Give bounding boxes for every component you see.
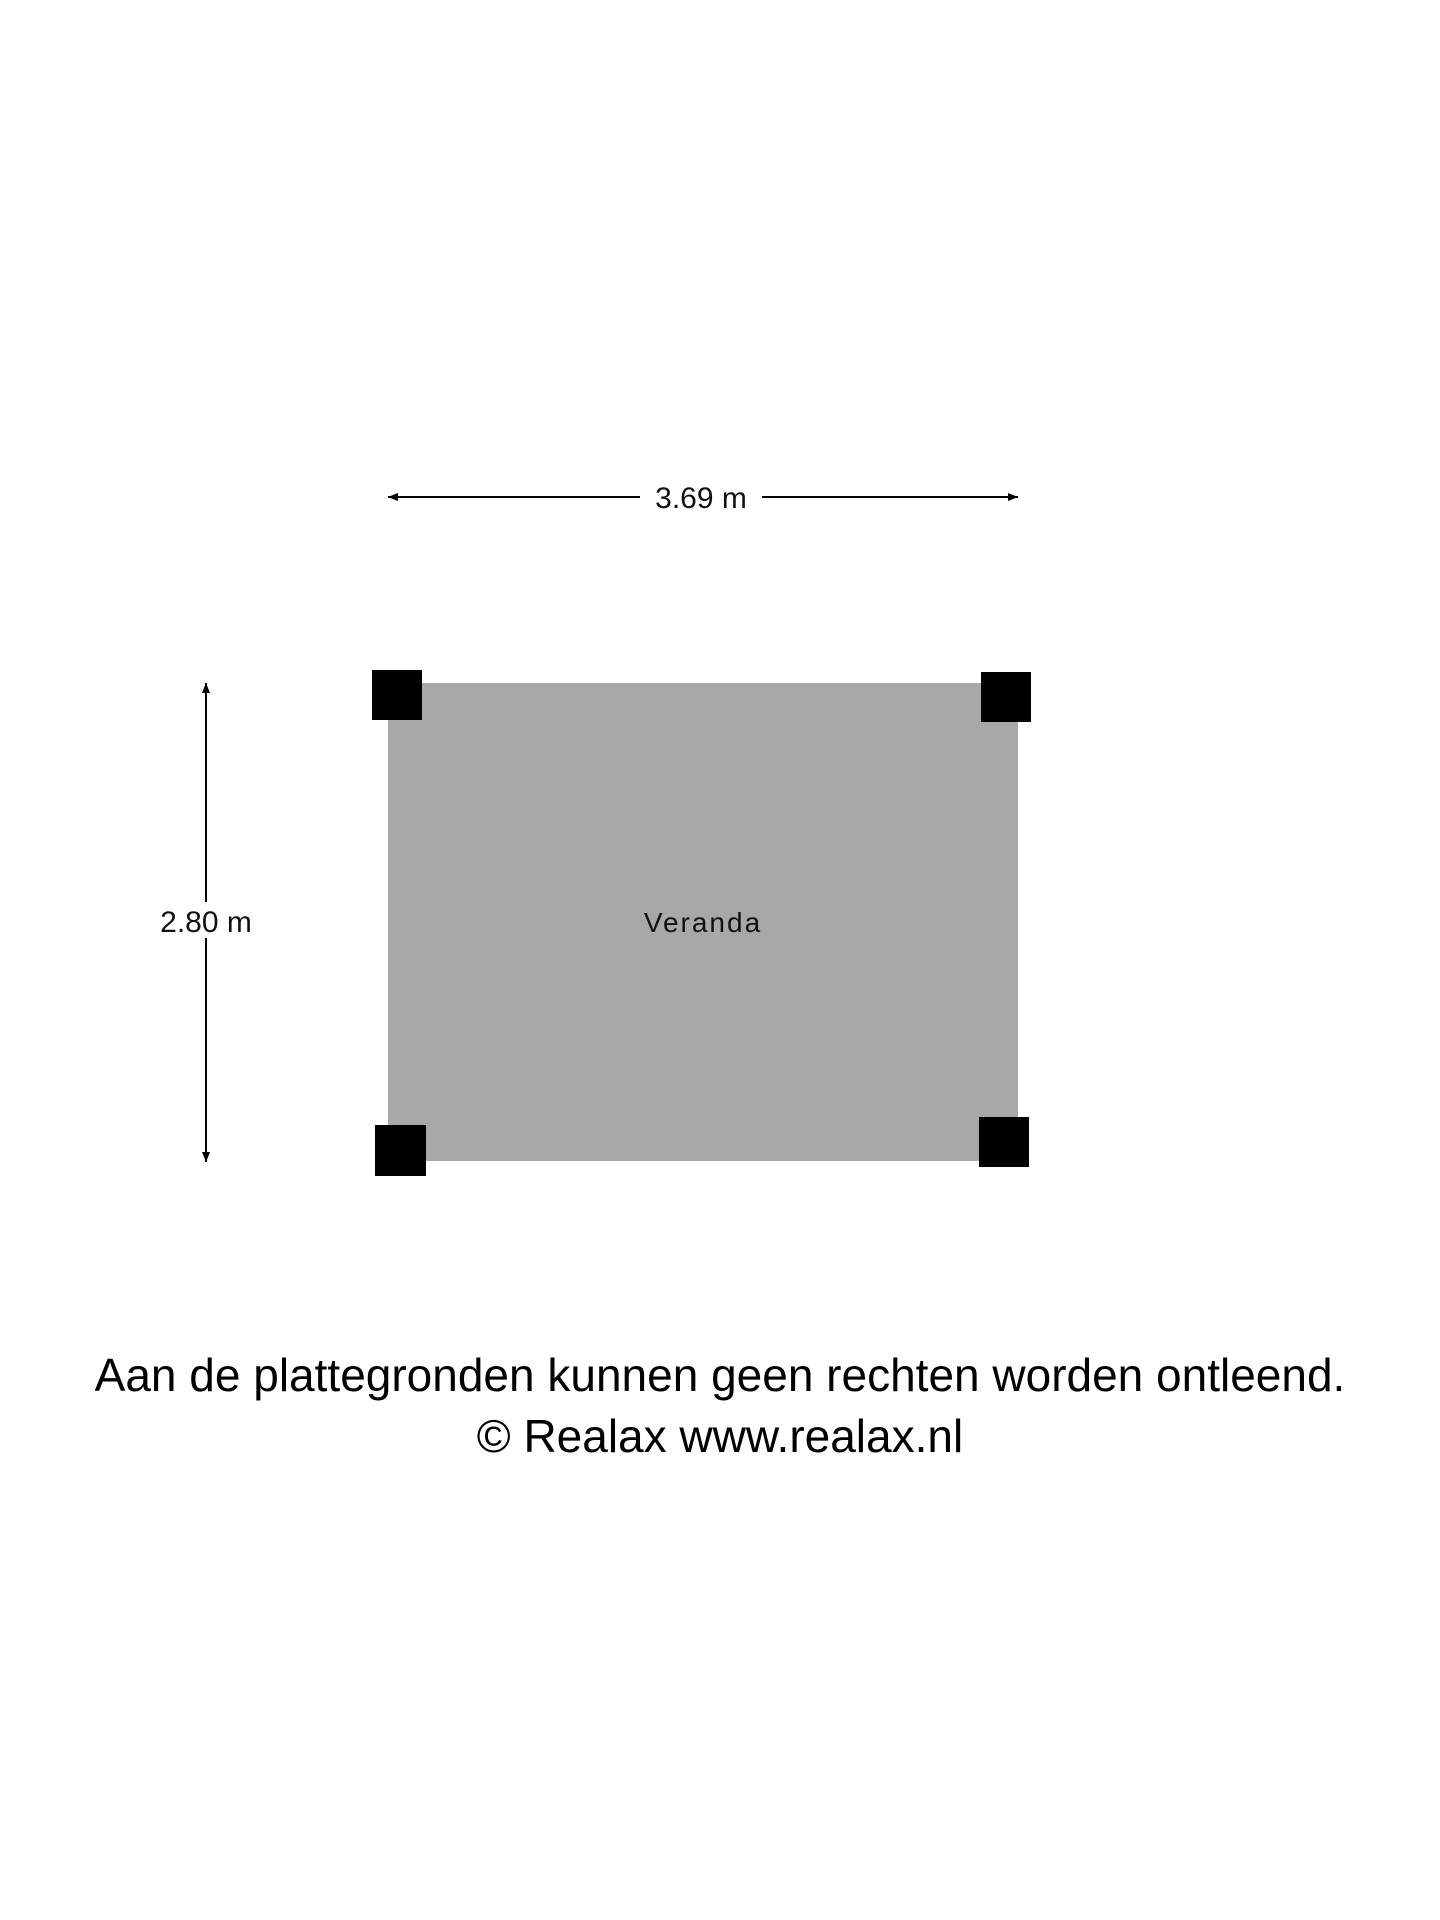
width-dimension bbox=[388, 482, 1018, 515]
disclaimer-text: Aan de plattegronden kunnen geen rechten worden ontleend. bbox=[94, 1349, 1346, 1401]
depth-dimension bbox=[160, 683, 252, 1162]
corner-post-top-left bbox=[372, 670, 422, 720]
copyright-text: © Realax www.realax.nl bbox=[476, 1410, 964, 1462]
depth-dimension-label: 2.80 m bbox=[160, 906, 252, 939]
corner-post-bottom-left bbox=[375, 1125, 426, 1176]
width-dimension-label: 3.69 m bbox=[655, 482, 747, 515]
room-label: Veranda bbox=[643, 907, 763, 938]
corner-post-bottom-right bbox=[979, 1117, 1029, 1167]
corner-post-top-right bbox=[981, 672, 1031, 722]
